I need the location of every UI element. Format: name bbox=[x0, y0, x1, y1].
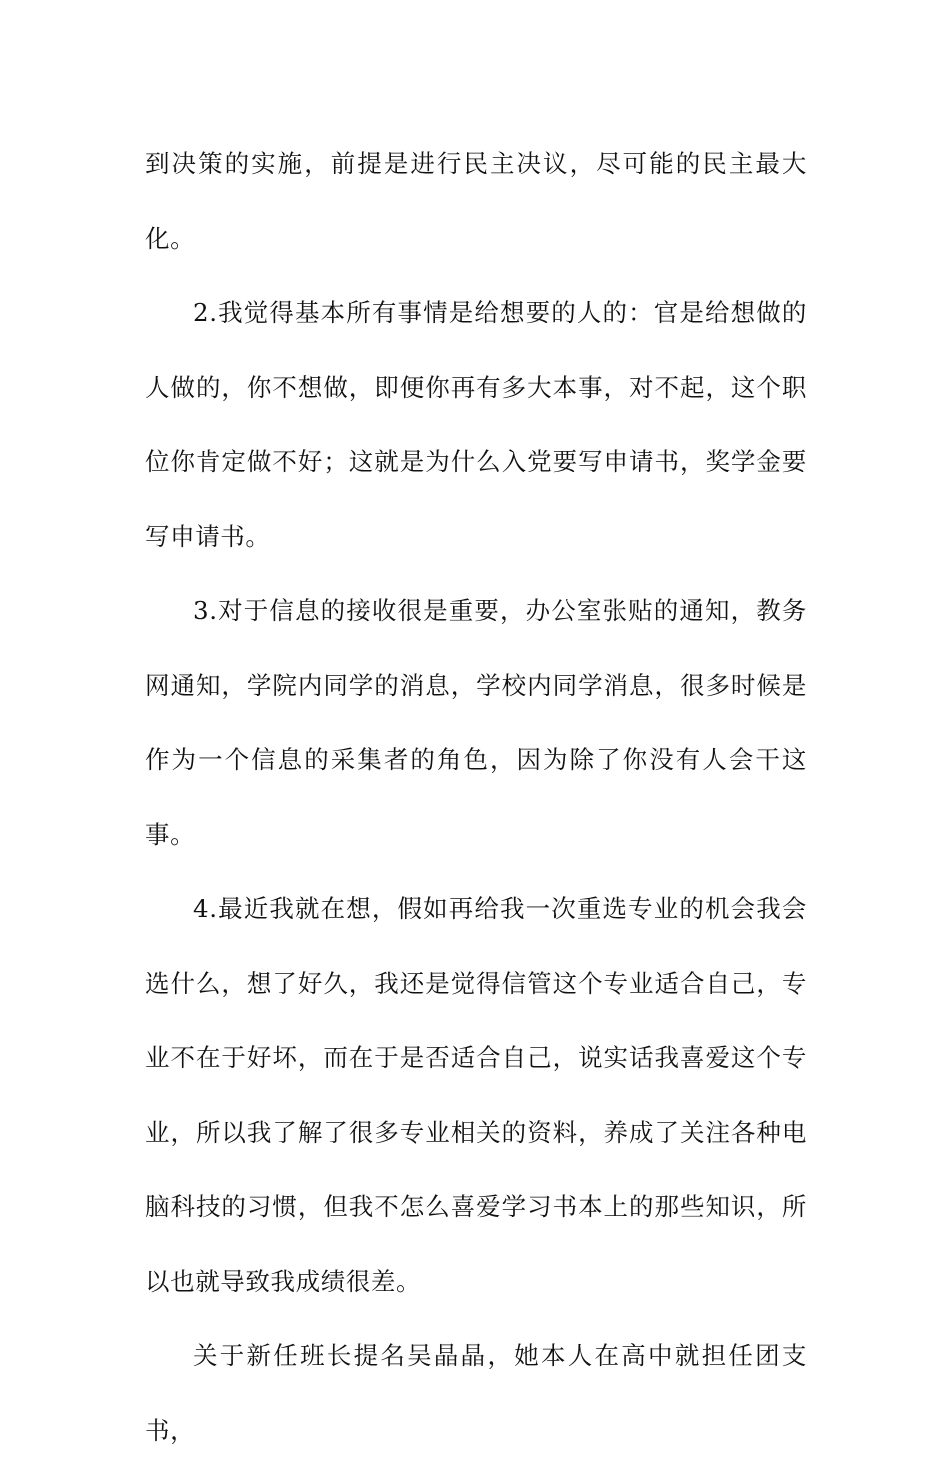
document-body bbox=[145, 127, 807, 1468]
paragraph-continuation: 到决策的实施，前提是进行民主决议，尽可能的民主最大化。 bbox=[145, 149, 807, 253]
paragraph-point-2: 2.我觉得基本所有事情是给想要的人的：官是给想做的人做的，你不想做，即便你再有多大本事，对不起，这个职位你肯定做不好；这就是为什么入党要写申请书，奖学金要写申请书。 bbox=[145, 298, 807, 551]
paragraph-point-3: 3.对于信息的接收很是重要，办公室张贴的通知，教务网通知，学院内同学的消息，学校内同学消息，很多时候是作为一个信息的采集者的角色，因为除了你没有人会干这事。 bbox=[145, 596, 807, 849]
paragraph-monitor-nomination: 关于新任班长提名吴晶晶，她本人在高中就担任团支书， bbox=[145, 1341, 807, 1445]
paragraph-point-4: 4.最近我就在想，假如再给我一次重选专业的机会我会选什么，想了好久，我还是觉得信管这个专业适合自己，专业不在于好坏，而在于是否适合自己，说实话我喜爱这个专业，所以我了解了很多专业相关的资料，养成了关注各种电脑科技的习惯，但我不怎么喜爱学习书本上的那些知识，所以也就导致我成绩很差。 bbox=[145, 894, 807, 1296]
